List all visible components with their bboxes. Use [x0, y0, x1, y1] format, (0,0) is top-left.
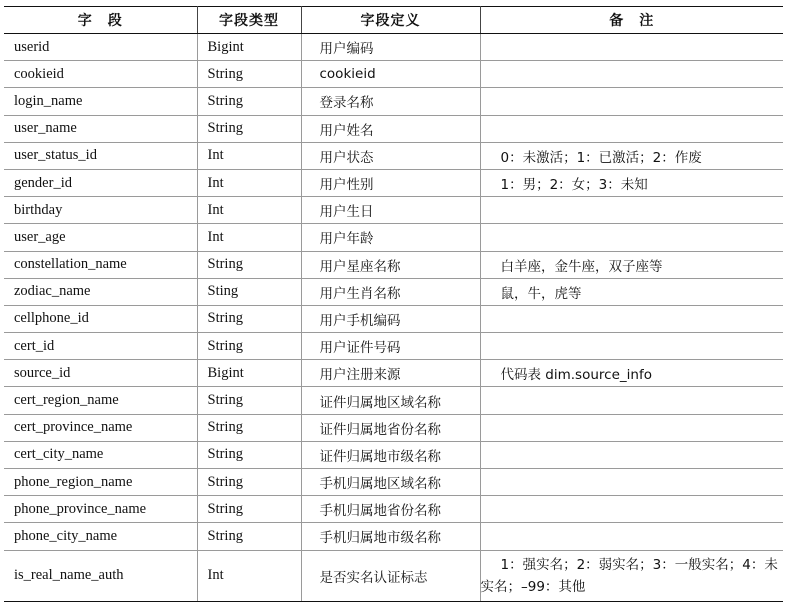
header-type: 字段类型	[197, 7, 301, 34]
table-body	[4, 34, 783, 602]
header-field: 字 段	[4, 7, 197, 34]
field-definition-cell: 手机归属地省份名称	[301, 496, 480, 523]
field-name-cell: is_real_name_auth	[4, 550, 197, 601]
field-type-cell: Int	[197, 224, 301, 251]
field-definition-cell: 用户生肖名称	[301, 278, 480, 305]
field-note-cell	[480, 496, 783, 523]
field-type-cell: Bigint	[197, 360, 301, 387]
field-definition-cell: 登录名称	[301, 88, 480, 115]
field-note-cell: 代码表 dim.source_info	[480, 360, 783, 387]
field-definition-cell: 用户姓名	[301, 115, 480, 142]
field-type-cell: String	[197, 469, 301, 496]
field-type-cell: String	[197, 333, 301, 360]
field-definition-cell: 证件归属地市级名称	[301, 441, 480, 468]
field-name-cell: cert_city_name	[4, 441, 197, 468]
field-definition-cell: 用户注册来源	[301, 360, 480, 387]
field-name-cell: phone_province_name	[4, 496, 197, 523]
field-note-cell: 白羊座，金牛座，双子座等	[480, 251, 783, 278]
field-type-cell: String	[197, 305, 301, 332]
field-name-cell: gender_id	[4, 169, 197, 196]
field-name-cell: phone_region_name	[4, 469, 197, 496]
field-type-cell: Int	[197, 197, 301, 224]
field-definition-cell: 用户年龄	[301, 224, 480, 251]
field-note-cell	[480, 414, 783, 441]
table-row	[4, 278, 783, 305]
field-type-cell: Int	[197, 550, 301, 601]
field-definition-cell: 用户手机编码	[301, 305, 480, 332]
field-definition-cell: 手机归属地区域名称	[301, 469, 480, 496]
field-type-cell: String	[197, 523, 301, 550]
field-type-cell: String	[197, 496, 301, 523]
field-note-cell	[480, 115, 783, 142]
field-type-cell: Int	[197, 169, 301, 196]
header-note: 备 注	[480, 7, 783, 34]
field-note-cell	[480, 305, 783, 332]
field-type-cell: String	[197, 387, 301, 414]
table-row	[4, 251, 783, 278]
field-note-cell	[480, 88, 783, 115]
field-definition-cell: cookieid	[301, 61, 480, 88]
field-definition-cell: 用户性别	[301, 169, 480, 196]
field-type-cell: String	[197, 61, 301, 88]
field-name-cell: source_id	[4, 360, 197, 387]
table-row	[4, 333, 783, 360]
field-name-cell: user_name	[4, 115, 197, 142]
field-note-cell: 鼠，牛，虎等	[480, 278, 783, 305]
field-note-cell: 0：未激活；1：已激活；2：作废	[480, 142, 783, 169]
table-row	[4, 496, 783, 523]
field-name-cell: user_age	[4, 224, 197, 251]
field-definition-cell: 手机归属地市级名称	[301, 523, 480, 550]
table-row	[4, 115, 783, 142]
table-header-row	[4, 7, 783, 34]
field-note-cell: 1：强实名；2：弱实名；3：一般实名；4：未实名；–99：其他	[480, 550, 783, 601]
field-definition-cell: 用户编码	[301, 34, 480, 61]
field-type-cell: String	[197, 441, 301, 468]
table-row	[4, 305, 783, 332]
field-note-cell	[480, 34, 783, 61]
header-definition: 字段定义	[301, 7, 480, 34]
field-type-cell: String	[197, 88, 301, 115]
field-definition-cell: 证件归属地区域名称	[301, 387, 480, 414]
field-name-cell: user_status_id	[4, 142, 197, 169]
field-note-cell	[480, 333, 783, 360]
table-row	[4, 523, 783, 550]
table-row	[4, 387, 783, 414]
field-name-cell: cookieid	[4, 61, 197, 88]
table-row	[4, 61, 783, 88]
field-type-cell: Sting	[197, 278, 301, 305]
field-note-cell	[480, 61, 783, 88]
table-row	[4, 34, 783, 61]
field-name-cell: constellation_name	[4, 251, 197, 278]
field-name-cell: userid	[4, 34, 197, 61]
field-note-cell	[480, 523, 783, 550]
field-definition-cell: 是否实名认证标志	[301, 550, 480, 601]
field-definition-cell: 用户证件号码	[301, 333, 480, 360]
field-name-cell: phone_city_name	[4, 523, 197, 550]
field-definition-cell: 用户星座名称	[301, 251, 480, 278]
field-name-cell: cert_province_name	[4, 414, 197, 441]
field-name-cell: login_name	[4, 88, 197, 115]
field-note-cell: 1：男；2：女；3：未知	[480, 169, 783, 196]
table-row	[4, 142, 783, 169]
field-name-cell: cert_region_name	[4, 387, 197, 414]
table-row	[4, 169, 783, 196]
field-type-cell: Int	[197, 142, 301, 169]
table-row	[4, 441, 783, 468]
field-definition-cell: 证件归属地省份名称	[301, 414, 480, 441]
table-row	[4, 197, 783, 224]
field-name-cell: birthday	[4, 197, 197, 224]
field-note-cell	[480, 469, 783, 496]
table-row	[4, 414, 783, 441]
table-row	[4, 469, 783, 496]
field-note-cell	[480, 441, 783, 468]
table-row	[4, 88, 783, 115]
field-note-cell	[480, 197, 783, 224]
field-name-cell: cellphone_id	[4, 305, 197, 332]
field-note-cell	[480, 224, 783, 251]
field-type-cell: Bigint	[197, 34, 301, 61]
field-name-cell: zodiac_name	[4, 278, 197, 305]
table-row	[4, 224, 783, 251]
table-row	[4, 550, 783, 601]
field-definition-cell: 用户生日	[301, 197, 480, 224]
field-name-cell: cert_id	[4, 333, 197, 360]
field-type-cell: String	[197, 115, 301, 142]
table-row	[4, 360, 783, 387]
field-type-cell: String	[197, 414, 301, 441]
field-definition-table	[4, 6, 783, 602]
field-type-cell: String	[197, 251, 301, 278]
field-definition-cell: 用户状态	[301, 142, 480, 169]
field-note-cell	[480, 387, 783, 414]
